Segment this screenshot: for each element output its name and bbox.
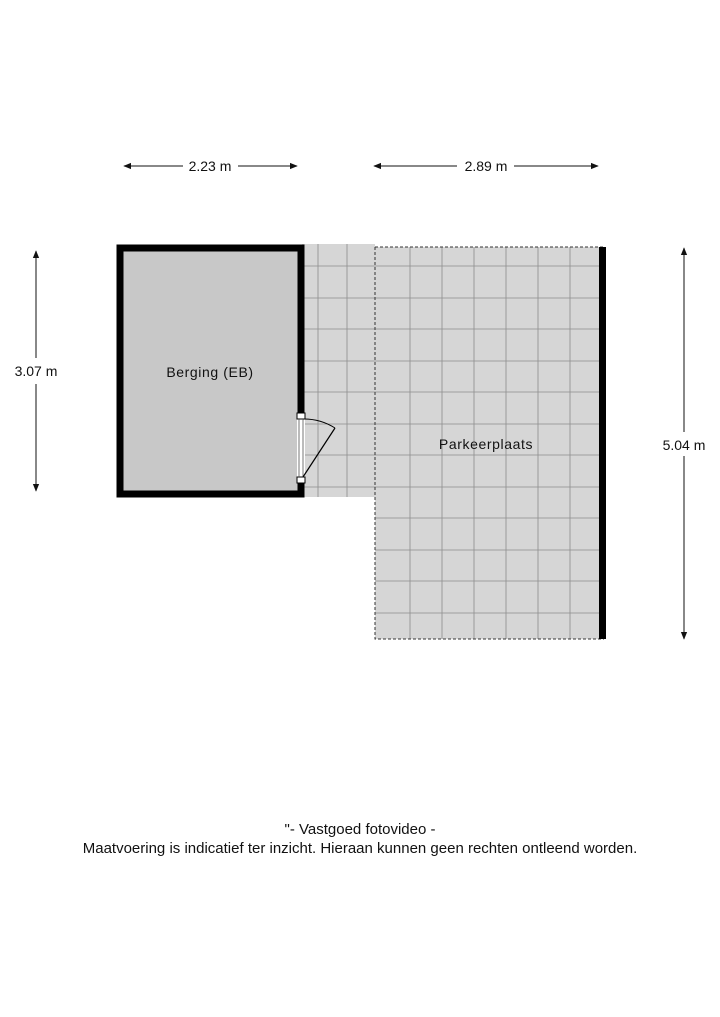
dimension-left bbox=[15, 251, 58, 491]
parking-wall bbox=[599, 247, 606, 639]
door-jamb-top bbox=[297, 413, 305, 419]
dimension-label-top-left: 2.23 m bbox=[188, 158, 232, 174]
door-jamb-bottom bbox=[297, 477, 305, 483]
dimension-label-left: 3.07 m bbox=[14, 363, 58, 379]
dimension-label-top-right: 2.89 m bbox=[464, 158, 508, 174]
dimension-label-right: 5.04 m bbox=[662, 437, 706, 453]
footer-credit: "- Vastgoed fotovideo - bbox=[284, 821, 436, 838]
dimension-top-right bbox=[374, 158, 598, 174]
dimension-right bbox=[663, 248, 706, 639]
door-opening bbox=[297, 416, 305, 479]
footer-disclaimer: Maatvoering is indicatief ter inzicht. Hieraan kunnen geen rechten ontleend worden. bbox=[82, 840, 638, 857]
dimension-top-left bbox=[124, 158, 297, 174]
room-label-parking: Parkeerplaats bbox=[438, 436, 534, 452]
walkway-tiles bbox=[302, 244, 375, 497]
room-label-storage: Berging (EB) bbox=[166, 364, 254, 380]
